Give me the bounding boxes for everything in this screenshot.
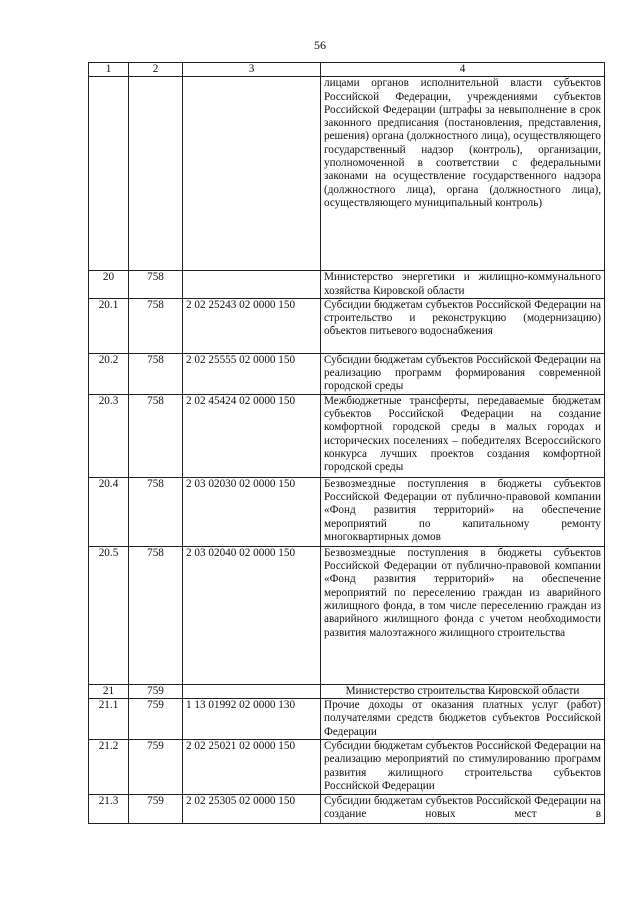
ministry-title: Министерство энергетики и жилищно-коммунального хозяйства Кировской области [321,271,605,299]
revenue-description: Прочие доходы от оказания платных услуг (работ) получателями средств бюджетов субъектов Российской Федерации [321,699,605,740]
budget-class-code: 2 02 25555 02 0000 150 [183,353,321,394]
revenue-description: Безвозмездные поступления в бюджеты субъектов Российской Федерации от публично-правовой компании «Фонд развития территорий» на обеспечение мероприятий по переселению граждан из аварийного жилищного фонда, в том числе переселению граждан из аварийного жилищного фонда с учетом необходимости развития малоэтажного жилищного строительства [321,546,605,684]
table-row [89,298,605,353]
budget-class-code: 2 02 25243 02 0000 150 [183,298,321,353]
table-row [89,795,605,824]
table-row [89,699,605,740]
revenue-description: Безвозмездные поступления в бюджеты субъектов Российской Федерации от публично-правовой компании «Фонд развития территорий» на обеспечение мероприятий по капитальному ремонту многоквартирных домов [321,477,605,546]
table-header-row [89,63,605,77]
table-row [89,271,605,299]
admin-code: 758 [129,477,183,546]
table-row [89,394,605,477]
row-number: 20.5 [89,546,129,684]
admin-code [129,77,183,271]
row-number: 21.1 [89,699,129,740]
budget-class-code [183,77,321,271]
column-header-4: 4 [321,63,605,77]
table-row [89,546,605,684]
budget-class-code: 2 02 45424 02 0000 150 [183,394,321,477]
revenue-description: лицами органов исполнительной власти субъектов Российской Федерации, учреждениями субъектов Российской Федерации (штрафы за невыполнение в срок законного предписания (постановления, представления, решения) органа (должностного лица), осуществляющего государственный надзор (контроль), организации, уполномоченной в соответствии с федеральными законами на осуществление государственного надзора (должностного лица), органа (должностного лица), осуществляющего муниципальный контроль) [321,77,605,271]
budget-class-code: 1 13 01992 02 0000 130 [183,699,321,740]
revenue-description: Субсидии бюджетам субъектов Российской Федерации на строительство и реконструкцию (модернизацию) объектов питьевого водоснабжения [321,298,605,353]
budget-class-code [183,271,321,299]
page-number: 56 [314,38,326,52]
row-number: 20 [89,271,129,299]
budget-class-code [183,684,321,698]
table-row [89,684,605,698]
table-row [89,353,605,394]
admin-code: 759 [129,699,183,740]
budget-class-code: 2 02 25305 02 0000 150 [183,795,321,824]
budget-class-code: 2 03 02040 02 0000 150 [183,546,321,684]
admin-code: 759 [129,795,183,824]
admin-code: 758 [129,298,183,353]
row-number: 20.3 [89,394,129,477]
admin-code: 758 [129,353,183,394]
revenue-description: Субсидии бюджетам субъектов Российской Федерации на реализацию мероприятий по стимулированию программ развития жилищного строительства субъектов Российской Федерации [321,740,605,795]
ministry-title: Министерство строительства Кировской области [321,684,605,698]
row-number: 21.2 [89,740,129,795]
column-header-1: 1 [89,63,129,77]
admin-code: 758 [129,546,183,684]
revenue-codes-table [88,62,605,824]
row-number: 21.3 [89,795,129,824]
column-header-3: 3 [183,63,321,77]
row-number: 20.2 [89,353,129,394]
row-number [89,77,129,271]
row-number: 20.1 [89,298,129,353]
admin-code: 759 [129,684,183,698]
budget-class-code: 2 02 25021 02 0000 150 [183,740,321,795]
budget-class-code: 2 03 02030 02 0000 150 [183,477,321,546]
revenue-description: Субсидии бюджетам субъектов Российской Федерации на создание новых мест в [321,795,605,824]
admin-code: 758 [129,394,183,477]
table-row [89,740,605,795]
admin-code: 759 [129,740,183,795]
revenue-description: Межбюджетные трансферты, передаваемые бюджетам субъектов Российской Федерации на создание комфортной городской среды в малых городах и исторических поселениях – победителях Всероссийского конкурса лучших проектов создания комфортной городской среды [321,394,605,477]
table-row [89,477,605,546]
table-row [89,77,605,271]
row-number: 20.4 [89,477,129,546]
row-number: 21 [89,684,129,698]
revenue-description: Субсидии бюджетам субъектов Российской Федерации на реализацию программ формирования современной городской среды [321,353,605,394]
admin-code: 758 [129,271,183,299]
column-header-2: 2 [129,63,183,77]
